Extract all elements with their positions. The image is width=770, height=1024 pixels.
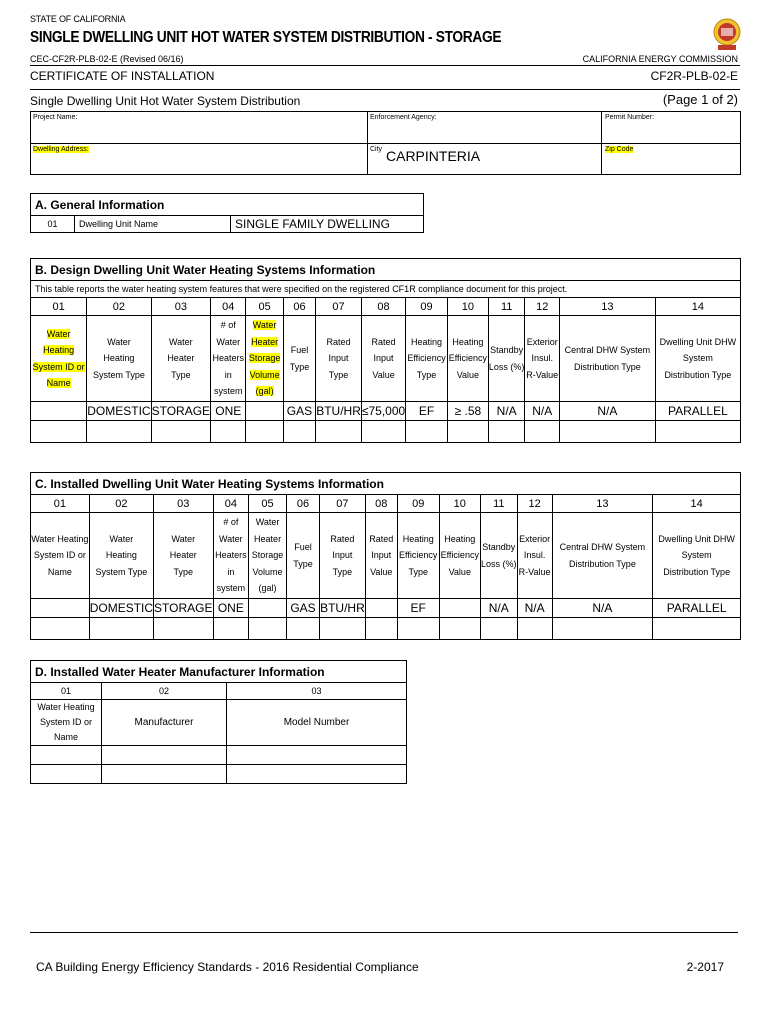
agency-label: CALIFORNIA ENERGY COMMISSION — [582, 54, 738, 64]
header-line: Water — [109, 533, 134, 544]
section-d-cell[interactable] — [227, 765, 407, 784]
header-line: Heaters — [215, 550, 247, 561]
c-row-cell[interactable] — [249, 599, 287, 618]
page-indicator: (Page 1 of 2) — [662, 92, 738, 107]
c-col-num: 04 — [213, 495, 249, 513]
c-col-header — [397, 513, 439, 599]
header-line: Type — [293, 558, 313, 569]
header-line: (gal) — [255, 386, 274, 397]
c-col-num: 01 — [31, 495, 90, 513]
b-col-header — [488, 316, 525, 402]
form-title: SINGLE DWELLING UNIT HOT WATER SYSTEM DISTRIBUTION - STORAGE — [30, 29, 502, 46]
city-label: City — [370, 146, 383, 153]
c-col-header — [480, 513, 517, 599]
b-col-header — [406, 316, 448, 402]
b-col-num: 04 — [211, 298, 246, 316]
header-line: Water — [255, 517, 280, 528]
form-code: CEC-CF2R-PLB-02-E (Revised 06/16) — [30, 54, 184, 64]
b-col-header — [655, 316, 740, 402]
c-col-num: 06 — [286, 495, 319, 513]
dwelling-unit-name-label: Dwelling Unit Name — [75, 216, 231, 233]
header-line: Efficiency — [407, 353, 446, 364]
c-row-cell[interactable] — [31, 599, 90, 618]
section-d-cell[interactable] — [227, 746, 407, 765]
header-line: Rated — [330, 533, 355, 544]
header-line: Name — [47, 566, 72, 577]
c-col-num: 07 — [320, 495, 366, 513]
c-col-header — [31, 513, 90, 599]
header-line: Central DHW System — [564, 345, 651, 355]
c-col-header — [365, 513, 397, 599]
section-c-table — [30, 472, 741, 640]
c-col-num: 09 — [397, 495, 439, 513]
b-empty-cell[interactable] — [361, 421, 405, 443]
header-line: Distribution Type — [573, 361, 641, 372]
b-empty-cell[interactable] — [488, 421, 525, 443]
header-line: Heater — [169, 550, 197, 561]
b-row-cell[interactable]: GAS — [283, 402, 316, 421]
section-d-num-1: 01 — [31, 683, 102, 700]
header-line: System Type — [95, 566, 148, 577]
c-empty-cell[interactable] — [480, 618, 517, 640]
header-line: Insul. — [523, 550, 546, 561]
b-col-num: 08 — [361, 298, 405, 316]
c-col-num: 10 — [439, 495, 480, 513]
c-empty-cell[interactable] — [286, 618, 319, 640]
header-line: Heater — [167, 353, 195, 364]
c-row-cell[interactable]: GAS — [286, 599, 319, 618]
header-line: Input — [332, 550, 353, 561]
b-col-header — [283, 316, 316, 402]
c-col-num: 12 — [517, 495, 552, 513]
c-row-cell[interactable]: N/A — [480, 599, 517, 618]
form-subtitle: Single Dwelling Unit Hot Water System Distribution — [30, 94, 301, 108]
header-line: Value — [456, 369, 480, 380]
header-line: # of — [223, 517, 239, 528]
section-d-table — [30, 660, 407, 784]
b-col-num: 11 — [488, 298, 525, 316]
header-line: # of — [220, 320, 236, 331]
b-row-cell[interactable]: EF — [406, 402, 448, 421]
state-label: STATE OF CALIFORNIA — [30, 14, 126, 24]
project-name-field[interactable]: Project Name: — [33, 114, 78, 121]
header-line: Type — [408, 566, 428, 577]
c-row-cell[interactable]: EF — [397, 599, 439, 618]
b-row-cell[interactable]: N/A — [560, 402, 656, 421]
header-line: Type — [332, 566, 353, 577]
c-empty-cell[interactable] — [365, 618, 397, 640]
section-d-num-2: 02 — [102, 683, 227, 700]
c-empty-cell[interactable] — [320, 618, 366, 640]
b-row-cell[interactable]: N/A — [525, 402, 560, 421]
header-line: Rated — [369, 533, 394, 544]
header-line: Loss (%) — [488, 361, 525, 372]
header-line: R-Value — [518, 566, 551, 577]
c-empty-cell[interactable] — [517, 618, 552, 640]
b-col-num: 03 — [151, 298, 210, 316]
header-line: Storage — [248, 353, 281, 364]
header-line: Type — [328, 369, 349, 380]
header-line: R-Value — [526, 369, 559, 380]
header-line: Type — [416, 369, 437, 380]
b-empty-cell[interactable] — [525, 421, 560, 443]
c-col-num: 05 — [249, 495, 287, 513]
section-d-header-1 — [31, 700, 102, 746]
header-line: Insul. — [531, 353, 553, 364]
header-line: Standby — [490, 345, 524, 355]
c-col-num: 03 — [154, 495, 213, 513]
b-col-header — [31, 316, 87, 402]
b-empty-cell[interactable] — [31, 421, 87, 443]
c-col-num: 14 — [653, 495, 741, 513]
header-line: Heating — [444, 533, 476, 544]
header-line: Volume — [252, 566, 283, 577]
b-row-cell[interactable] — [246, 402, 283, 421]
header-line: Heater — [254, 533, 282, 544]
b-row-cell[interactable]: PARALLEL — [655, 402, 740, 421]
c-col-header — [89, 513, 153, 599]
b-col-num: 06 — [283, 298, 316, 316]
section-d-cell[interactable] — [102, 746, 227, 765]
header-line: Storage — [251, 550, 284, 561]
c-row-cell[interactable]: ONE — [213, 599, 249, 618]
c-col-header — [552, 513, 653, 599]
header-line: Heater — [251, 336, 279, 347]
permit-number-field[interactable]: Permit Number: — [605, 114, 655, 121]
header-line: Distribution Type — [664, 369, 732, 380]
c-empty-cell[interactable] — [31, 618, 90, 640]
header-line: Heating — [411, 336, 443, 347]
b-col-header — [560, 316, 656, 402]
form-id: CF2R-PLB-02-E — [650, 69, 738, 83]
header-line: Name — [46, 378, 71, 388]
b-col-num: 12 — [525, 298, 560, 316]
section-a-num: 01 — [31, 216, 75, 233]
header-line: Type — [171, 369, 191, 380]
section-b-note: This table reports the water heating system features that were specified on the registered CF1R compliance document for this project. — [31, 281, 741, 298]
b-col-header — [447, 316, 488, 402]
c-col-header — [653, 513, 741, 599]
c-col-header — [249, 513, 287, 599]
header-line: Input — [371, 550, 392, 561]
header-line: Water — [171, 533, 196, 544]
header-line: Efficiency — [399, 550, 438, 561]
c-row-cell[interactable]: N/A — [517, 599, 552, 618]
b-col-header — [316, 316, 362, 402]
b-empty-cell[interactable] — [151, 421, 210, 443]
header-line: Water — [216, 336, 241, 347]
b-col-header — [211, 316, 246, 402]
section-d-cell[interactable] — [102, 765, 227, 784]
header-line: System ID or — [32, 361, 85, 372]
c-empty-cell[interactable] — [89, 618, 153, 640]
c-col-header — [517, 513, 552, 599]
header-line: Exterior — [526, 336, 558, 347]
b-col-num: 05 — [246, 298, 283, 316]
b-col-header — [87, 316, 151, 402]
c-empty-cell[interactable] — [653, 618, 741, 640]
header-line: System Type — [92, 369, 145, 380]
section-b-title: B. Design Dwelling Unit Water Heating Systems Information — [31, 259, 741, 281]
section-d-num-3: 03 — [227, 683, 407, 700]
c-col-header — [439, 513, 480, 599]
c-row-cell[interactable]: PARALLEL — [653, 599, 741, 618]
zip-code-field[interactable]: Zip Code — [605, 146, 634, 153]
c-col-header — [154, 513, 213, 599]
header-line: Heating — [402, 533, 434, 544]
c-row-cell[interactable] — [365, 599, 397, 618]
header-line: System ID or — [33, 550, 86, 561]
california-seal-icon — [712, 16, 742, 52]
footer-right: 2-2017 — [686, 960, 724, 974]
header-line: Loss (%) — [481, 558, 517, 569]
c-col-header — [286, 513, 319, 599]
header-line: Input — [373, 353, 394, 364]
b-col-header — [361, 316, 405, 402]
b-empty-cell[interactable] — [87, 421, 151, 443]
header-line: Distribution Type — [663, 566, 731, 577]
b-empty-cell[interactable] — [246, 421, 283, 443]
section-b-table — [30, 258, 741, 443]
header-line: Efficiency — [440, 550, 479, 561]
c-empty-cell[interactable] — [249, 618, 287, 640]
b-col-num: 09 — [406, 298, 448, 316]
section-d-header-3: Model Number — [227, 700, 407, 746]
section-d-header-2: Manufacturer — [102, 700, 227, 746]
header-line: Distribution Type — [568, 558, 636, 569]
header-line: Value — [372, 369, 395, 380]
footer-left: CA Building Energy Efficiency Standards - 2016 Residential Compliance — [36, 960, 419, 974]
b-col-header — [151, 316, 210, 402]
header-line: system — [213, 386, 243, 397]
b-empty-cell[interactable] — [406, 421, 448, 443]
enforcement-agency-field[interactable]: Enforcement Agency: — [370, 114, 437, 121]
header-line: Water — [107, 336, 131, 347]
header-line: in — [224, 369, 232, 380]
b-row-cell[interactable]: STORAGE — [151, 402, 210, 421]
b-col-num: 01 — [31, 298, 87, 316]
header-line: Rated — [371, 336, 396, 347]
header-line: Type — [289, 361, 310, 372]
header-line: system — [216, 583, 246, 594]
dwelling-address-field[interactable]: Dwelling Address: — [33, 146, 89, 153]
header-line: in — [227, 566, 235, 577]
header-line: Value — [370, 566, 393, 577]
header-line: Efficiency — [448, 353, 488, 364]
section-a-title: A. General Information — [31, 194, 424, 216]
c-col-num: 11 — [480, 495, 517, 513]
b-empty-cell[interactable] — [447, 421, 488, 443]
header-line: Dwelling Unit DHW System — [658, 533, 735, 561]
b-row-cell[interactable]: DOMESTIC — [87, 402, 151, 421]
b-empty-cell[interactable] — [560, 421, 656, 443]
header-line: Volume — [249, 369, 280, 380]
b-empty-cell[interactable] — [283, 421, 316, 443]
b-empty-cell[interactable] — [316, 421, 362, 443]
header-line: Water Heating — [37, 702, 95, 712]
header-line: Dwelling Unit DHW System — [659, 336, 737, 364]
b-col-header — [525, 316, 560, 402]
section-d-cell[interactable] — [31, 746, 102, 765]
section-c-title: C. Installed Dwelling Unit Water Heating Systems Information — [31, 473, 741, 495]
c-row-cell[interactable]: BTU/HR — [320, 599, 366, 618]
section-d-cell[interactable] — [31, 765, 102, 784]
header-line: Exterior — [519, 533, 551, 544]
b-row-cell[interactable]: N/A — [488, 402, 525, 421]
dwelling-unit-name-value[interactable]: SINGLE FAMILY DWELLING — [231, 216, 424, 233]
header-line: Heating — [103, 353, 135, 364]
c-empty-cell[interactable] — [213, 618, 249, 640]
header-line: Heating — [105, 550, 137, 561]
certificate-label: CERTIFICATE OF INSTALLATION — [30, 69, 215, 83]
header-line: Rated — [326, 336, 351, 347]
c-row-cell[interactable]: DOMESTIC — [89, 599, 153, 618]
c-col-num: 08 — [365, 495, 397, 513]
header-line: Fuel — [294, 542, 312, 552]
header-line: Water Heating — [43, 328, 75, 355]
c-row-cell[interactable]: N/A — [552, 599, 653, 618]
b-row-cell[interactable]: ≥ .58 — [447, 402, 488, 421]
c-empty-cell[interactable] — [552, 618, 653, 640]
header-line: Water Heating — [31, 533, 89, 544]
b-col-num: 10 — [447, 298, 488, 316]
c-empty-cell[interactable] — [397, 618, 439, 640]
header-line: System ID or Name — [39, 717, 92, 742]
header-line: Heaters — [212, 353, 244, 364]
b-row-cell[interactable]: ONE — [211, 402, 246, 421]
header-line: Fuel — [290, 345, 309, 355]
header-line: Heating — [452, 336, 484, 347]
header-line: Water — [252, 320, 277, 331]
section-d-title: D. Installed Water Heater Manufacturer Information — [31, 661, 407, 683]
b-col-num: 07 — [316, 298, 362, 316]
b-row-cell[interactable]: BTU/HR — [316, 402, 362, 421]
c-row-cell[interactable] — [439, 599, 480, 618]
b-empty-cell[interactable] — [211, 421, 246, 443]
header-line: (gal) — [258, 583, 277, 594]
b-col-num: 14 — [655, 298, 740, 316]
c-col-num: 02 — [89, 495, 153, 513]
header-line: Water — [219, 533, 243, 544]
c-col-num: 13 — [552, 495, 653, 513]
header-line: Type — [173, 566, 194, 577]
c-col-header — [320, 513, 366, 599]
header-line: Input — [328, 353, 349, 364]
city-value[interactable]: CARPINTERIA — [386, 148, 481, 164]
b-row-cell[interactable]: ≤75,000 — [361, 402, 405, 421]
b-col-header — [246, 316, 283, 402]
b-col-num: 13 — [560, 298, 656, 316]
c-empty-cell[interactable] — [439, 618, 480, 640]
c-row-cell[interactable]: STORAGE — [154, 599, 213, 618]
header-line: Water — [168, 336, 193, 347]
section-a-table — [30, 193, 424, 233]
header-line: Central DHW System — [559, 542, 646, 552]
c-col-header — [213, 513, 249, 599]
header-line: Standby — [482, 542, 516, 552]
b-col-num: 02 — [87, 298, 151, 316]
b-row-cell[interactable] — [31, 402, 87, 421]
b-empty-cell[interactable] — [655, 421, 740, 443]
c-empty-cell[interactable] — [154, 618, 213, 640]
header-line: Value — [448, 566, 471, 577]
